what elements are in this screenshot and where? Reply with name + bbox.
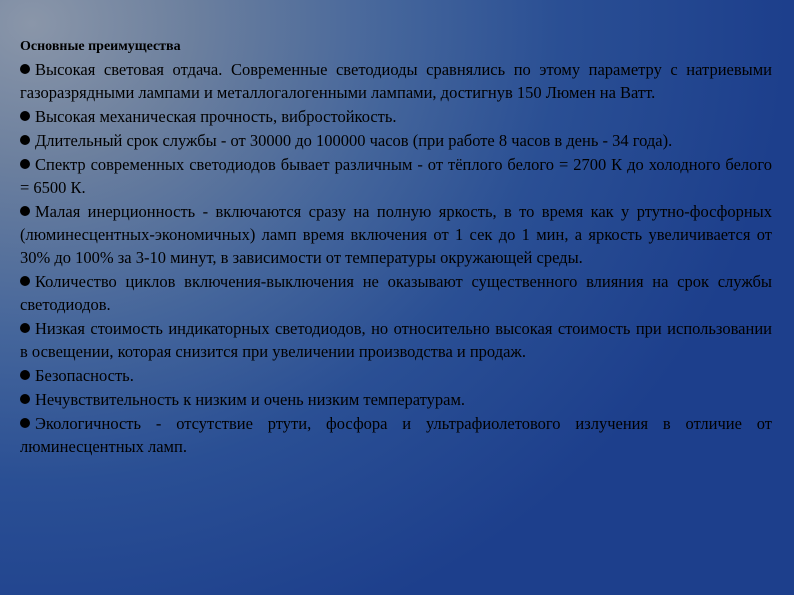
bullet-icon xyxy=(20,206,30,216)
list-item xyxy=(20,153,772,199)
list-item-text: Малая инерционность - включаются сразу на полную яркость, в то время как у ртутно-фосфорных (люминесцентных-экономичных) ламп время включения от 1 сек до 1 мин, а яркость увеличивается от 30% до 100% за 3-10 минут, в зависимости от температуры окружающей среды. xyxy=(20,202,772,267)
list-item-text: Экологичность - отсутствие ртути, фосфора и ультрафиолетового излучения в отличие от люминесцентных ламп. xyxy=(20,414,772,456)
bullet-icon xyxy=(20,323,30,333)
list-item xyxy=(20,58,772,104)
list-item-text: Количество циклов включения-выключения не оказывают существенного влияния на срок службы светодиодов. xyxy=(20,272,772,314)
list-item xyxy=(20,270,772,316)
list-item xyxy=(20,129,772,152)
list-item xyxy=(20,105,772,128)
list-item xyxy=(20,388,772,411)
bullet-icon xyxy=(20,276,30,286)
list-item-text: Нечувствительность к низким и очень низким температурам. xyxy=(35,390,466,409)
bullet-icon xyxy=(20,111,30,121)
bullet-icon xyxy=(20,418,30,428)
bullet-icon xyxy=(20,394,30,404)
bullet-icon xyxy=(20,64,30,74)
advantages-list xyxy=(20,58,772,458)
list-item xyxy=(20,200,772,269)
list-item-text: Спектр современных светодиодов бывает различным - от тёплого белого = 2700 К до холодного белого = 6500 К. xyxy=(20,155,772,197)
list-item-text: Длительный срок службы - от 30000 до 100000 часов (при работе 8 часов в день - 34 года). xyxy=(35,131,673,150)
bullet-icon xyxy=(20,135,30,145)
list-item-text: Безопасность. xyxy=(35,366,134,385)
list-item xyxy=(20,317,772,363)
list-item-text: Низкая стоимость индикаторных светодиодов, но относительно высокая стоимость при использовании в освещении, которая снизится при увеличении производства и продаж. xyxy=(20,319,772,361)
bullet-icon xyxy=(20,159,30,169)
slide-content xyxy=(20,38,772,459)
list-item xyxy=(20,364,772,387)
list-item-text: Высокая механическая прочность, вибростойкость. xyxy=(35,107,397,126)
bullet-icon xyxy=(20,370,30,380)
list-item-text: Высокая световая отдача. Современные светодиоды сравнялись по этому параметру с натриевыми газоразрядными лампами и металлогалогенными лампами, достигнув 150 Люмен на Ватт. xyxy=(20,60,772,102)
list-item xyxy=(20,412,772,458)
slide-heading: Основные преимущества xyxy=(20,39,181,54)
